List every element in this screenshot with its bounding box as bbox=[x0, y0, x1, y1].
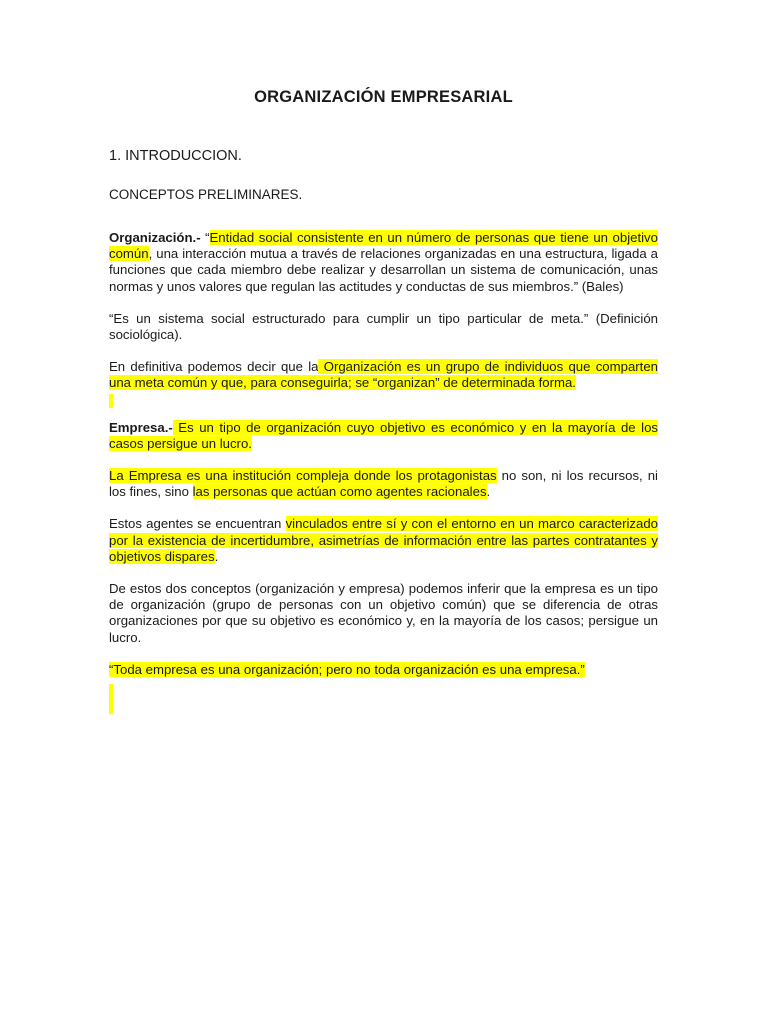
end-text: . bbox=[486, 484, 491, 500]
end-text: . bbox=[214, 548, 219, 564]
highlight-marker bbox=[109, 394, 113, 408]
lead-text: Estos agentes se encuentran bbox=[109, 516, 286, 532]
highlight-organizacion-grupo: Organización es un grupo de individuos que comparten una meta común y que, para conseguirla; se “organizan” de determinada forma. bbox=[109, 359, 658, 391]
highlight-definition: Entidad social consistente en un número de personas que tiene un objetivo común bbox=[109, 230, 658, 262]
highlight-institucion: La Empresa es una institución compleja donde los protagonistas bbox=[109, 468, 497, 484]
highlight-quote: “Toda empresa es una organización; pero no toda organización es una empresa.” bbox=[109, 661, 585, 677]
paragraph-inferir: De estos dos conceptos (organización y empresa) podemos inferir que la empresa es un tipo de organización (grupo de personas con un objetivo común) que se diferencia de otras organizaciones por que su objetivo es económico y, en la mayoría de los casos; persigue un lucro. bbox=[109, 581, 658, 645]
document-page bbox=[109, 86, 658, 726]
paragraph-en-definitiva bbox=[109, 359, 658, 391]
paragraph-empresa bbox=[109, 420, 658, 452]
mid-text: no son, ni los recursos, ni los fines, sino bbox=[109, 468, 658, 500]
highlight-vinculados: vinculados entre sí y con el entorno en un marco caracterizado por la existencia de incertidumbre, asimetrías de información entre las partes contratantes y objetivos dispares bbox=[109, 516, 658, 564]
section-heading: 1. INTRODUCCION. bbox=[109, 148, 242, 164]
highlight-empresa-def: Es un tipo de organización cuyo objetivo es económico y en la mayoría de los casos persigue un lucro. bbox=[109, 419, 658, 451]
paragraph-institucion bbox=[109, 468, 658, 500]
paragraph-sociological: “Es un sistema social estructurado para cumplir un tipo particular de meta.” (Definición sociológica). bbox=[109, 310, 658, 343]
paragraph-organizacion bbox=[109, 230, 658, 295]
definition-rest: , una interacción mutua a través de relaciones organizadas en una estructura, ligada a funciones que cada miembro debe realizar y desarrollan un sistema de comunicación, unas normas y unos valores que regulan las actitudes y conductas de sus miembros.” (Bales) bbox=[109, 246, 658, 294]
lead-text: En definitiva podemos decir que la bbox=[109, 359, 319, 375]
subheading: CONCEPTOS PRELIMINARES. bbox=[109, 187, 303, 202]
highlight-marker bbox=[109, 684, 113, 714]
document-title: ORGANIZACIÓN EMPRESARIAL bbox=[254, 88, 513, 106]
paragraph-agentes bbox=[109, 516, 658, 565]
term-organizacion: Organización.- bbox=[109, 230, 201, 245]
term-empresa: Empresa.- bbox=[109, 419, 173, 435]
highlight-agentes: las personas que actúan como agentes racionales bbox=[192, 484, 487, 500]
quote-open: “ bbox=[200, 230, 210, 245]
paragraph-quote bbox=[109, 662, 658, 678]
